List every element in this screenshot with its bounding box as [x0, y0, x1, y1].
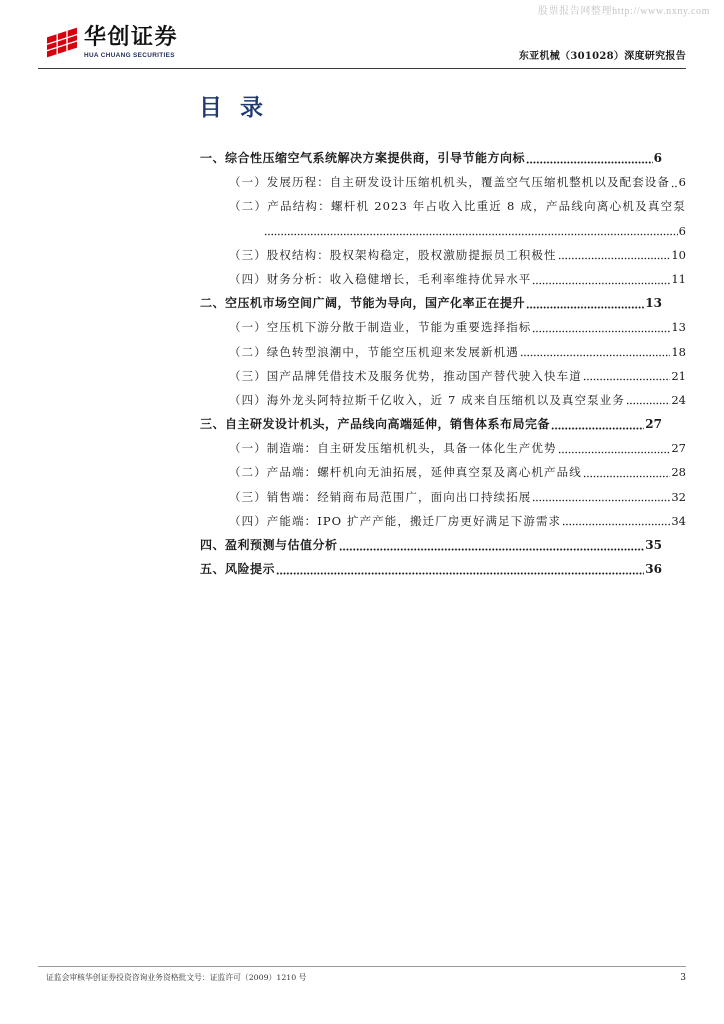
- toc-page-number: 27: [671, 441, 686, 456]
- toc-entry-label: 一、综合性压缩空气系统解决方案提供商，引导节能方向标: [200, 151, 526, 165]
- dot-leader: [532, 267, 670, 291]
- dot-leader: [583, 460, 671, 484]
- toc-subsection-3-4[interactable]: [229, 509, 686, 533]
- dot-leader: [276, 557, 644, 581]
- toc-entry-label: （一）制造端：自主研发压缩机机头，具备一体化生产优势: [229, 441, 557, 456]
- toc-page-number: 24: [671, 392, 686, 407]
- toc-entry-label: （三）销售端：经销商布局范围广，面向出口持续拓展: [229, 489, 532, 504]
- page-number: 3: [680, 973, 686, 983]
- toc-page-number: 36: [645, 562, 662, 577]
- toc-section-3[interactable]: [200, 412, 662, 436]
- toc-entry-label: （四）财务分析：收入稳健增长，毛利率维持优异水平: [229, 271, 532, 286]
- toc-page-number: 6: [678, 223, 686, 238]
- toc-page-number: 32: [671, 489, 686, 504]
- toc-subsection-1-1[interactable]: [229, 170, 686, 194]
- toc-section-1[interactable]: [200, 146, 662, 170]
- toc-entry-label: 四、盈利预测与估值分析: [200, 538, 338, 552]
- toc-subsection-2-4[interactable]: [229, 388, 686, 412]
- toc-page-number: 10: [671, 247, 686, 262]
- toc-page-number: 28: [671, 465, 686, 480]
- logo-name-cn: 华创证券: [84, 25, 179, 50]
- toc-page-number: 6: [653, 151, 662, 165]
- toc-page-number: 34: [671, 513, 686, 528]
- dot-leader: [558, 243, 671, 267]
- toc-section-5[interactable]: [200, 557, 662, 581]
- dot-leader: [532, 485, 670, 509]
- dot-leader: [520, 340, 671, 364]
- dot-leader: [526, 291, 644, 315]
- toc-section-4[interactable]: [200, 533, 662, 557]
- dot-leader: [526, 146, 653, 170]
- toc-entry-label: （一）空压机下游分散于制造业，节能为重要选择指标: [229, 320, 532, 335]
- toc-subsection-2-2[interactable]: [229, 340, 686, 364]
- brand-logo: [45, 26, 195, 62]
- toc-subsection-2-3[interactable]: [229, 364, 686, 388]
- huachuang-logo-icon: [45, 26, 79, 60]
- toc-page-number: 13: [645, 296, 662, 311]
- toc-entry-label: （二）绿色转型浪潮中，节能空压机迎来发展新机遇: [229, 344, 519, 359]
- toc-entry-label: （三）股权结构：股权架构稳定，股权激励提振员工积极性: [229, 247, 557, 262]
- dot-leader: [671, 170, 678, 194]
- toc-entry-label: （二）产品端：螺杆机向无油拓展，延伸真空泵及离心机产品线: [229, 465, 582, 480]
- toc-subsection-1-2[interactable]: [229, 194, 686, 242]
- watermark-text: 股票报告网整理http://www.nxny.com: [537, 6, 710, 17]
- toc-page-number: 13: [671, 320, 686, 335]
- toc-subsection-3-3[interactable]: [229, 485, 686, 509]
- toc-entry-label: （四）海外龙头阿特拉斯千亿收入，近 7 成来自压缩机以及真空泵业务: [229, 392, 625, 407]
- header-divider: [38, 68, 686, 69]
- toc-section-2[interactable]: [200, 291, 662, 315]
- toc-page-number: 27: [645, 417, 662, 432]
- dot-leader: [551, 412, 644, 436]
- dot-leader: [583, 364, 671, 388]
- dot-leader: [339, 533, 645, 557]
- toc-subsection-2-1[interactable]: [229, 315, 686, 339]
- dot-leader: [626, 388, 670, 412]
- toc-page-number: 18: [671, 344, 686, 359]
- logo-name-en: HUA CHUANG SECURITIES: [84, 52, 175, 59]
- toc-entry-label: 五、风险提示: [200, 562, 276, 577]
- toc-entry-label: （一）发展历程：自主研发设计压缩机机头，覆盖空气压缩机整机以及配套设备: [229, 175, 670, 190]
- footer-license-text: 证监会审核华创证券投资咨询业务资格批文号：证监许可（2009）1210 号: [46, 973, 307, 982]
- toc-entry-label: 三、自主研发设计机头，产品线向高端延伸，销售体系布局完备: [200, 417, 551, 432]
- toc-entry-label: （三）国产品牌凭借技术及服务优势，推动国产替代驶入快车道: [229, 368, 582, 383]
- dot-leader: [532, 315, 670, 339]
- table-of-contents: [200, 146, 686, 581]
- toc-subsection-1-3[interactable]: [229, 243, 686, 267]
- dot-leader: [264, 219, 678, 243]
- toc-entry-label: （二）产品结构：螺杆机 2023 年占收入比重近 8 成，产品线向离心机及真空泵: [229, 199, 686, 214]
- toc-entry-label: （四）产能端：IPO 扩产产能，搬迁厂房更好满足下游需求: [229, 513, 562, 528]
- dot-leader: [562, 509, 670, 533]
- toc-subsection-3-1[interactable]: [229, 436, 686, 460]
- toc-entry-continuation: [263, 219, 686, 243]
- toc-page-number: 6: [678, 175, 686, 190]
- toc-page-number: 11: [671, 271, 686, 286]
- toc-subsection-1-4[interactable]: [229, 267, 686, 291]
- toc-page-number: 21: [671, 368, 686, 383]
- footer-divider: [38, 966, 686, 967]
- report-title: 东亚机械（301028）深度研究报告: [518, 51, 686, 62]
- toc-page-number: 35: [645, 538, 662, 552]
- dot-leader: [558, 436, 671, 460]
- toc-subsection-3-2[interactable]: [229, 460, 686, 484]
- toc-title: 目 录: [199, 94, 264, 121]
- toc-entry-label: 二、空压机市场空间广阔，节能为导向，国产化率正在提升: [200, 296, 526, 311]
